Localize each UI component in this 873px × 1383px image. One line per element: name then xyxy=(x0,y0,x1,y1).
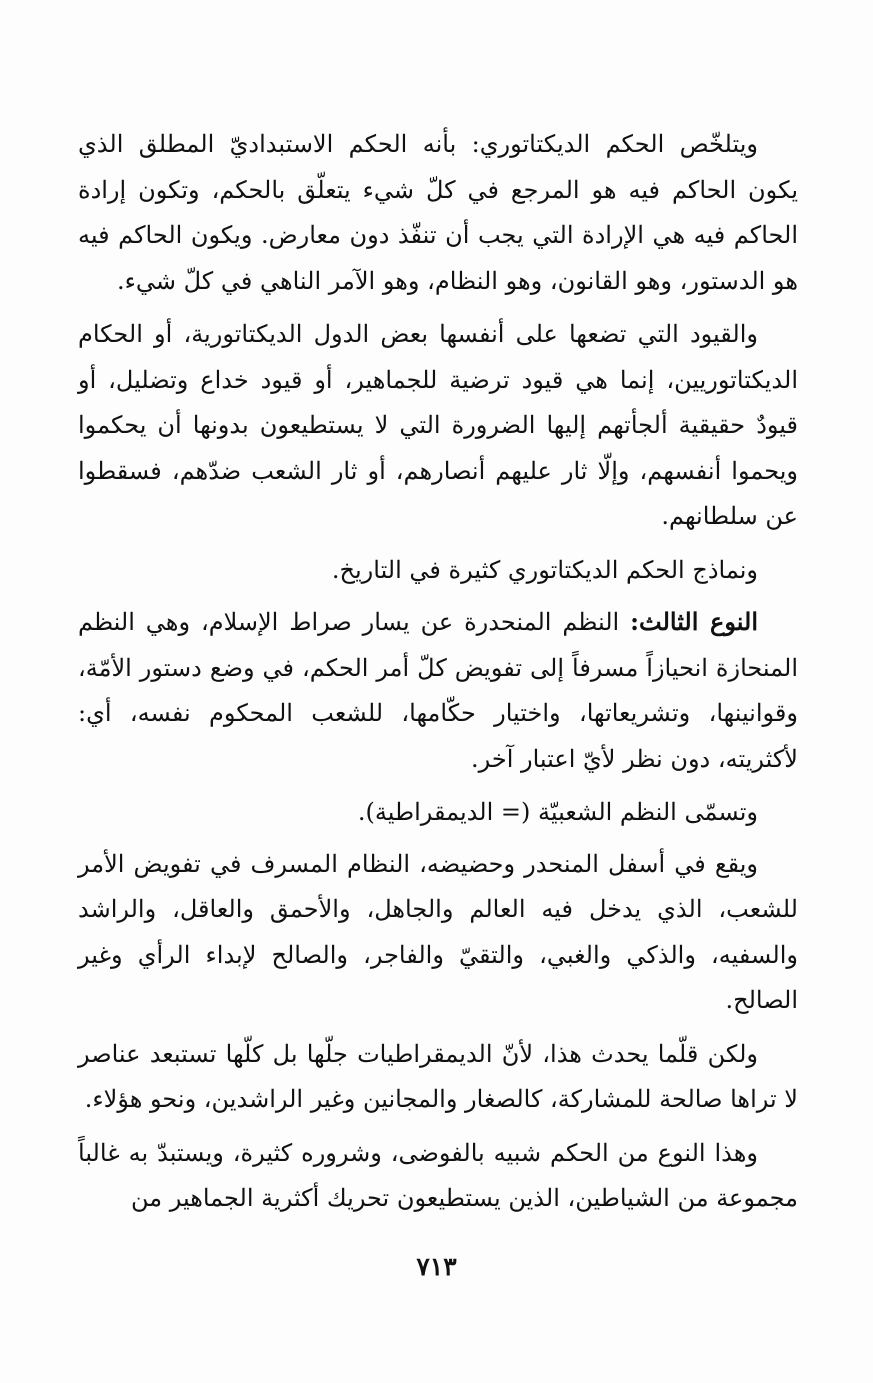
paragraph-4-text: النظم المنحدرة عن يسار صراط الإسلام، وهي النظم المنحازة انحيازاً مسرفاً إلى تفويض كلّ أمر الحكم، في وضع دستور الأمّة، وقوانينها، وتشريعاتها، واختيار حكّامها، للشعب المحكوم نفسه، أي: لأكثريته، دون نظر لأيّ اعتبار آخر. xyxy=(78,608,798,773)
paragraph-3-text: ونماذج الحكم الديكتاتوري كثيرة في التاريخ. xyxy=(331,555,758,584)
body-text xyxy=(78,122,798,1230)
paragraph-2 xyxy=(78,312,798,540)
paragraph-1 xyxy=(78,122,798,304)
paragraph-6-text: ويقع في أسفل المنحدر وحضيضه، النظام المسرف في تفويض الأمر للشعب، الذي يدخل فيه العالم والجاهل، والأحمق والعاقل، والراشد والسفيه، والذكي والغبي، والتقيّ والفاجر، والصالح لإبداء الرأي وغير الصالح. xyxy=(78,849,798,1014)
page-number: ٧١٣ xyxy=(416,1252,457,1281)
paragraph-3 xyxy=(78,548,798,594)
paragraph-7 xyxy=(78,1032,798,1123)
paragraph-2-text: والقيود التي تضعها على أنفسها بعض الدول الديكتاتورية، أو الحكام الديكتاتوريين، إنما هي قيود ترضية للجماهير، أو قيود خداع وتضليل، أو قيودٌ حقيقية ألجأتهم إليها الضرورة التي لا يستطيعون بدونها أن يحكموا ويحموا أنفسهم، وإلّا ثار عليهم أنصارهم، أو ثار الشعب ضدّهم، فسقطوا عن سلطانهم. xyxy=(78,320,798,530)
paragraph-8-text: وهذا النوع من الحكم شبيه بالفوضى، وشروره كثيرة، ويستبدّ به غالباً مجموعة من الشياطين، الذين يستطيعون تحريك أكثرية الجماهير من xyxy=(78,1138,798,1212)
paragraph-5-text: وتسمّى النظم الشعبيّة (= الديمقراطية). xyxy=(357,798,758,826)
paragraph-7-text: ولكن قلّما يحدث هذا، لأنّ الديمقراطيات جلّها بل كلّها تستبعد عناصر لا تراها صالحة للمشاركة، كالصغار والمجانين وغير الراشدين، ونحو هؤلاء. xyxy=(78,1039,798,1113)
paragraph-5 xyxy=(78,790,798,836)
paragraph-4 xyxy=(78,599,798,782)
paragraph-8 xyxy=(78,1131,798,1222)
paragraph-6 xyxy=(78,842,798,1024)
paragraph-1-text: ويتلخّص الحكم الديكتاتوري: بأنه الحكم الاستبداديّ المطلق الذي يكون الحاكم فيه هو المرجع في كلّ شيء يتعلّق بالحكم، وتكون إرادة الحاكم فيه هي الإرادة التي يجب أن تنفّذ دون معارض. ويكون الحاكم فيه هو الدستور، وهو القانون، وهو النظام، وهو الآمر الناهي في كلّ شيء. xyxy=(78,130,798,295)
section-heading-third-type: النوع الثالث: xyxy=(630,607,758,636)
